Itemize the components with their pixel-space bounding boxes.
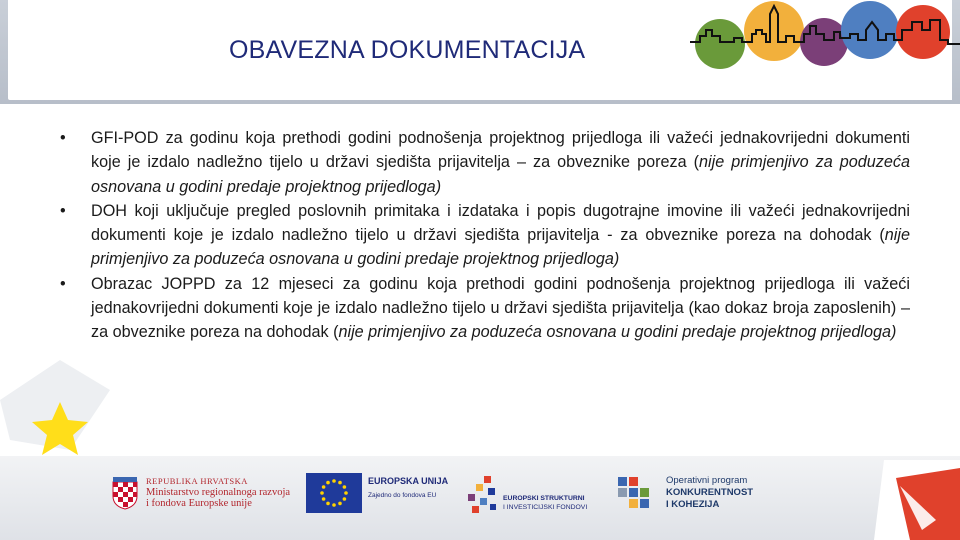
op-line-2: KONKURENTNOST (666, 487, 754, 498)
op-logo-text (666, 475, 753, 511)
ministry-logo-text (146, 476, 290, 509)
esi-line-2: I INVESTICIJSKI FONDOVI (503, 504, 588, 511)
footer-logo-bar (0, 456, 960, 540)
corner-decoration (874, 460, 960, 540)
list-item (60, 126, 910, 199)
ministry-line-1: REPUBLIKA HRVATSKA (146, 476, 248, 486)
esi-logo-text (503, 494, 587, 512)
star-watermark (0, 340, 120, 460)
eu-logo-text (368, 476, 448, 499)
eu-flag-icon (306, 473, 362, 513)
green-circle (695, 19, 745, 69)
bullet-italic-note: nije primjenjivo za poduzeća osnovana u godini predaje projektnog prijedloga) (91, 153, 910, 196)
op-line-1: Operativni program (666, 475, 748, 486)
bullet-italic-note: nije primjenjivo za poduzeća osnovana u godini predaje projektnog prijedloga) (338, 323, 897, 342)
bullet-text: DOH koji uključuje pregled poslovnih primitaka i izdataka i popis dugotrajne imovine ili važeći jednakovrijedni dokumenti koje je izdalo nadležno tijelo u državi sjedišta prijavitelja - za obveznike poreza na dohodak ( (91, 201, 910, 245)
eu-line-1: EUROPSKA UNIJA (368, 476, 449, 486)
bullet-italic-note: nije primjenjivo za poduzeća osnovana u godini predaje projektnog prijedloga) (91, 226, 910, 269)
list-item (60, 272, 910, 345)
red-circle (896, 5, 950, 59)
yellow-circle (744, 1, 804, 61)
bullet-text: Obrazac JOPPD za 12 mjeseci za godinu koja prethodi godini podnošenja projektnog prijedloga ili važeći jednakovrijedni dokumenti koje je izdalo nadležno tijelo u državi sjedišta prijavitelja (kao dokaz broja zaposlenih) – za obveznike poreza na dohodak ( (91, 274, 910, 342)
bullet-text: GFI-POD za godinu koja prethodi godini podnošenja projektnog prijedloga ili važeći jednakovrijedni dokumenti koje je izdalo nadležno tijelo u državi sjedišta prijavitelja – za obveznike poreza ( (91, 129, 910, 172)
bullet-list (60, 126, 910, 345)
page-title: OBAVEZNA DOKUMENTACIJA (229, 36, 586, 64)
croatian-coat-of-arms-icon (112, 476, 138, 510)
purple-circle (800, 18, 848, 66)
eu-line-2: Zajedno do fondova EU (368, 492, 437, 499)
ministry-line-2: Ministarstvo regionalnoga razvoja (146, 487, 291, 498)
ministry-line-3: i fondova Europske unije (146, 498, 252, 509)
op-program-icon (616, 473, 660, 513)
op-line-3: I KOHEZIJA (666, 499, 720, 510)
esi-line-1: EUROPSKI STRUKTURNI (503, 495, 585, 502)
blue-circle (841, 1, 899, 59)
list-item (60, 199, 910, 272)
esi-funds-icon (462, 474, 500, 516)
city-skyline-logo (690, 0, 960, 74)
